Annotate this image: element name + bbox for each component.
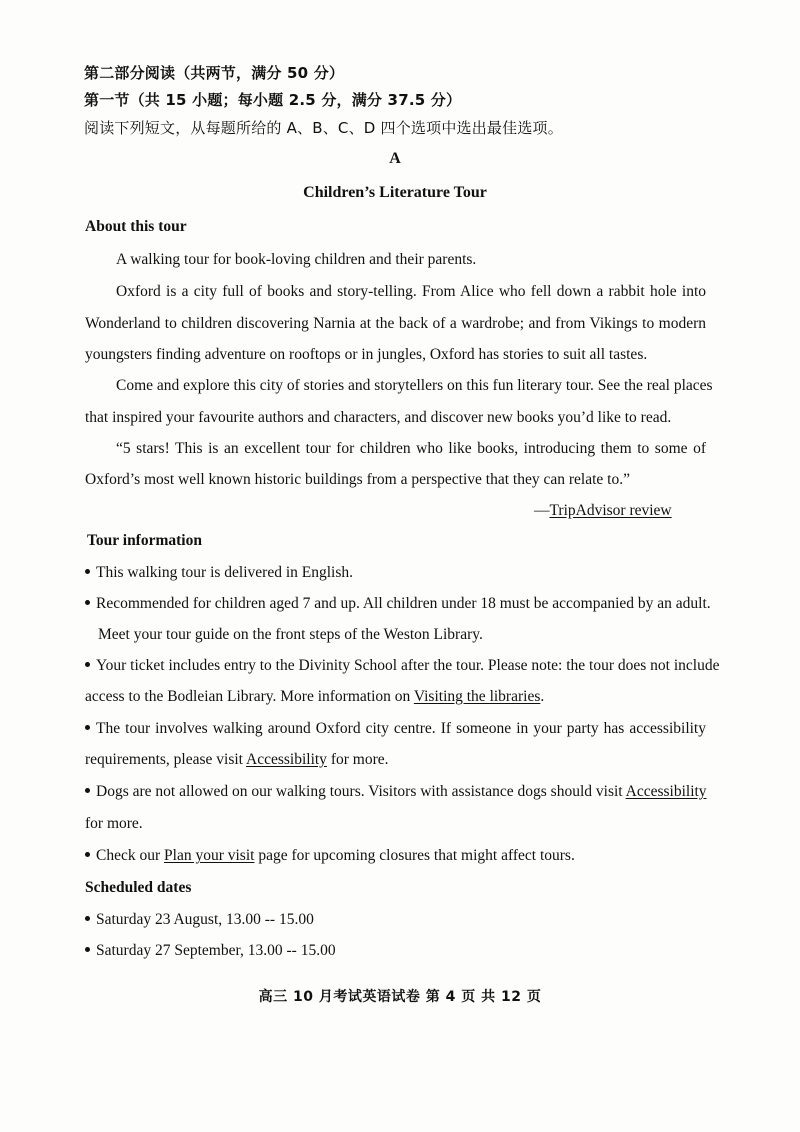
info-bullet-4-text: The tour involves walking around Oxford city centre. If someone in your party has accessibility (96, 720, 706, 737)
section-title: 第一节（共 15 小题；每小题 2.5 分，满分 37.5 分） (84, 91, 462, 109)
info-bullet-1-text: This walking tour is delivered in English. (96, 564, 354, 581)
info-bullet-5-line-2: for more. (85, 815, 143, 832)
review-attribution (534, 502, 672, 520)
accessibility-link-1[interactable]: Accessibility (246, 751, 327, 768)
review-quote-line-2: Oxford’s most well known historic buildings from a perspective that they can relate to.” (85, 471, 630, 488)
review-dash: — (534, 502, 550, 519)
info-bullet-4-end: for more. (326, 751, 389, 768)
info-bullet-5-text: Dogs are not allowed on our walking tours. Visitors with assistance dogs should visit (96, 783, 626, 800)
info-bullet-5-line-1 (85, 784, 706, 800)
info-bullet-3-end: . (540, 688, 545, 705)
info-bullet-3-line-2 (85, 689, 544, 705)
info-bullet-3-text: Your ticket includes entry to the Divinity School after the tour. Please note: the tour does not include (96, 657, 720, 674)
info-bullet-1 (85, 565, 353, 581)
date-item-1 (85, 912, 314, 928)
part-title: 第二部分阅读（共两节，满分 50 分） (84, 64, 345, 82)
passage-label: A (389, 150, 401, 167)
info-bullet-6-end: page for upcoming closures that might affect tours. (254, 847, 575, 864)
about-paragraph-3-line-2: that inspired your favourite authors and characters, and discover new books you’d like to read. (85, 409, 672, 426)
about-paragraph-2-line-1: Oxford is a city full of books and story-telling. From Alice who fell down a rabbit hole into (116, 283, 706, 300)
info-bullet-4-line-2 (85, 752, 388, 768)
date-item-1-text: Saturday 23 August, 13.00 -- 15.00 (96, 911, 314, 928)
instruction-text: 阅读下列短文，从每题所给的 A、B、C、D 四个选项中选出最佳选项。 (84, 119, 563, 137)
info-bullet-2-line-2: Meet your tour guide on the front steps of the Weston Library. (98, 626, 483, 643)
about-paragraph-1: A walking tour for book-loving children and their parents. (116, 251, 477, 268)
about-paragraph-3-line-1: Come and explore this city of stories and storytellers on this fun literary tour. See the real places (116, 377, 713, 394)
page-footer: 高三 10 月考试英语试卷 第 4 页 共 12 页 (258, 989, 542, 1005)
date-item-2-text: Saturday 27 September, 13.00 -- 15.00 (96, 942, 336, 959)
bullet-icon (85, 600, 90, 605)
tour-info-heading: Tour information (87, 532, 202, 549)
accessibility-link-2[interactable]: Accessibility (625, 783, 707, 800)
info-bullet-6 (85, 848, 575, 864)
bullet-icon (85, 662, 90, 667)
review-quote-line-1: “5 stars! This is an excellent tour for children who like books, introducing them to some of (116, 440, 706, 457)
plan-your-visit-link[interactable]: Plan your visit (164, 847, 255, 864)
about-paragraph-2-line-2: Wonderland to children discovering Narnia at the back of a wardrobe; and from Vikings to modern (85, 315, 706, 332)
bullet-icon (85, 788, 90, 793)
info-bullet-2-line-1 (85, 595, 711, 612)
info-bullet-4-line-2-text: requirements, please visit (85, 751, 246, 768)
about-paragraph-2-line-3: youngsters finding adventure on rooftops or in jungles, Oxford has stories to suit all tastes. (85, 346, 648, 363)
bullet-icon (85, 852, 90, 857)
info-bullet-3-line-1 (85, 657, 720, 674)
scheduled-dates-heading: Scheduled dates (85, 879, 192, 896)
bullet-icon (85, 916, 90, 921)
info-bullet-2-text: Recommended for children aged 7 and up. All children under 18 must be accompanied by an adult. (96, 595, 711, 612)
info-bullet-4-line-1 (85, 721, 706, 737)
passage-title: Children’s Literature Tour (303, 184, 487, 201)
bullet-icon (85, 947, 90, 952)
bullet-icon (85, 569, 90, 574)
info-bullet-6-text: Check our (96, 847, 165, 864)
bullet-icon (85, 725, 90, 730)
visiting-libraries-link[interactable]: Visiting the libraries (413, 688, 541, 705)
info-bullet-3-line-2-text: access to the Bodleian Library. More information on (85, 688, 414, 705)
about-heading: About this tour (85, 218, 187, 235)
date-item-2 (85, 943, 336, 959)
tripadvisor-review-link[interactable]: TripAdvisor review (549, 502, 672, 519)
